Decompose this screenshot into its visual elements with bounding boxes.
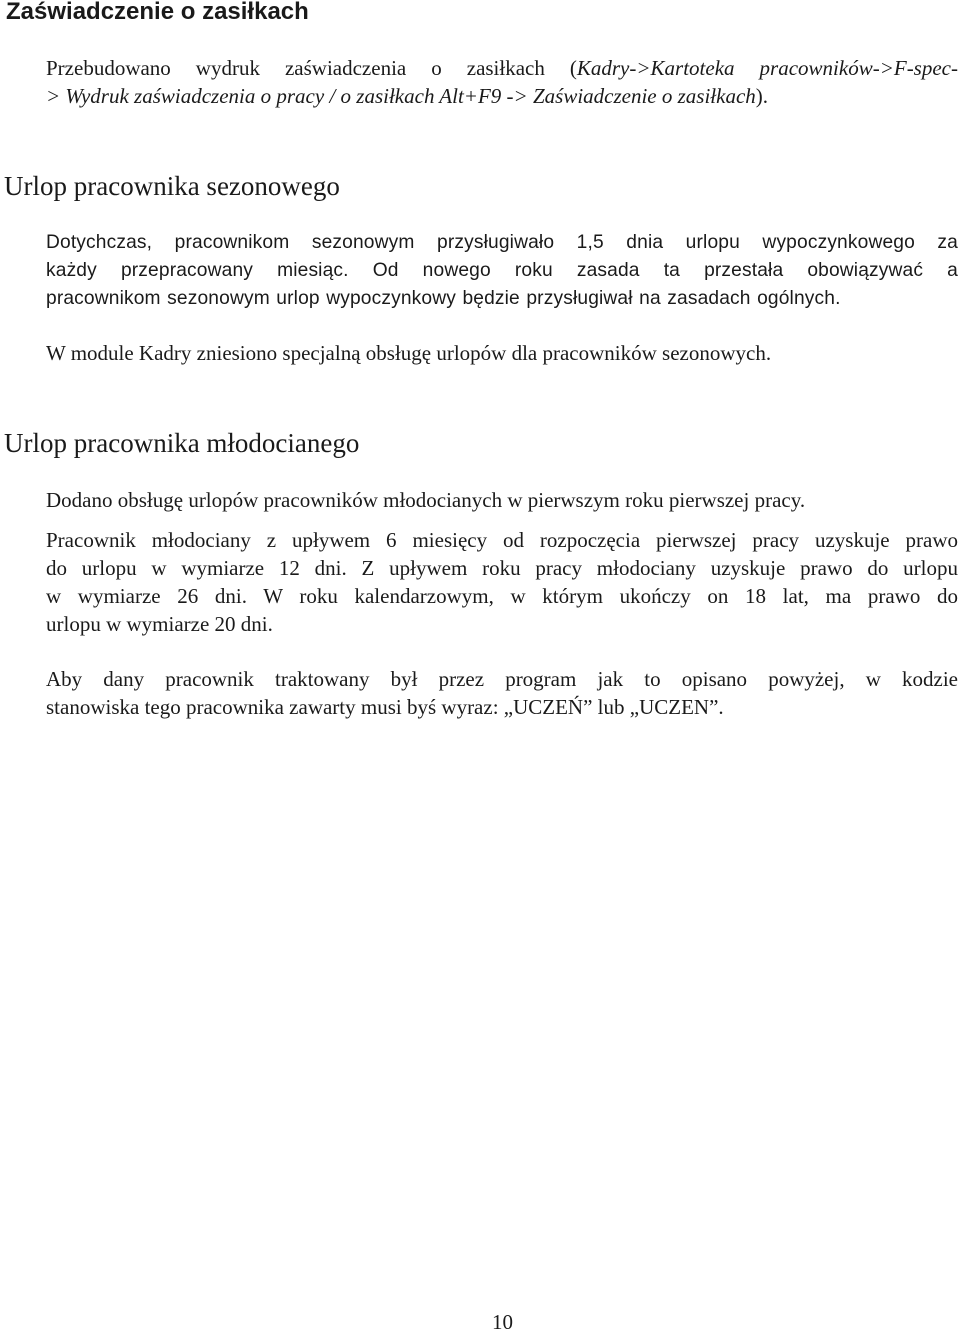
section-heading-seasonal: Urlop pracownika sezonowego (4, 171, 340, 201)
intro-menu-path-part-2: > Wydruk zaświadczenia o pracy / o zasiłkach Alt+F9 -> Zaświadczenie o zasiłkach (46, 84, 756, 108)
section-heading-juvenile: Urlop pracownika młodocianego (4, 428, 360, 458)
seasonal-p1-line-2: każdy przepracowany miesiąc. Od nowego roku zasada ta przestała obowiązywać a (46, 260, 958, 281)
intro-line-2-plain: ). (755, 84, 769, 108)
juvenile-p1-line-1: Dodano obsługę urlopów pracowników młodocianych w pierwszym roku pierwszej pracy. (46, 488, 806, 512)
page-number: 10 (492, 1310, 513, 1334)
seasonal-p1-line-1: Dotychczas, pracownikom sezonowym przysługiwało 1,5 dnia urlopu wypoczynkowego za (46, 232, 958, 253)
intro-line-2 (46, 82, 958, 110)
juvenile-paragraph-3 (46, 665, 958, 721)
juvenile-paragraph-1 (46, 486, 958, 514)
juvenile-p2-line-2: do urlopu w wymiarze 12 dni. Z upływem roku pracy młodociany uzyskuje prawo do urlopu (46, 556, 958, 580)
intro-menu-path-part-1: Kadry->Kartoteka pracowników->F-spec- (576, 56, 958, 80)
juvenile-p2-line-3: w wymiarze 26 dni. W roku kalendarzowym, w którym ukończy on 18 lat, ma prawo do (46, 584, 958, 608)
intro-line-1 (46, 54, 958, 82)
juvenile-p3-line-1: Aby dany pracownik traktowany był przez program jak to opisano powyżej, w kodzie (46, 667, 958, 691)
intro-line-1-plain: Przebudowano wydruk zaświadczenia o zasiłkach ( (46, 56, 577, 80)
seasonal-p1-line-3: pracownikom sezonowym urlop wypoczynkowy będzie przysługiwał na zasadach ogólnych. (46, 288, 841, 309)
juvenile-p2-line-4: urlopu w wymiarze 20 dni. (46, 612, 273, 636)
seasonal-paragraph-1 (46, 229, 958, 313)
juvenile-p3-line-2: stanowiska tego pracownika zawarty musi byś wyraz: „UCZEŃ” lub „UCZEN”. (46, 695, 724, 719)
seasonal-paragraph-2 (46, 339, 958, 367)
intro-paragraph (46, 54, 958, 110)
juvenile-paragraph-2 (46, 526, 958, 638)
seasonal-p2-line-1: W module Kadry zniesiono specjalną obsługę urlopów dla pracowników sezonowych. (46, 341, 772, 365)
juvenile-p2-line-1: Pracownik młodociany z upływem 6 miesięcy od rozpoczęcia pierwszej pracy uzyskuje prawo (46, 528, 958, 552)
page-title: Zaświadczenie o zasiłkach (6, 0, 309, 25)
